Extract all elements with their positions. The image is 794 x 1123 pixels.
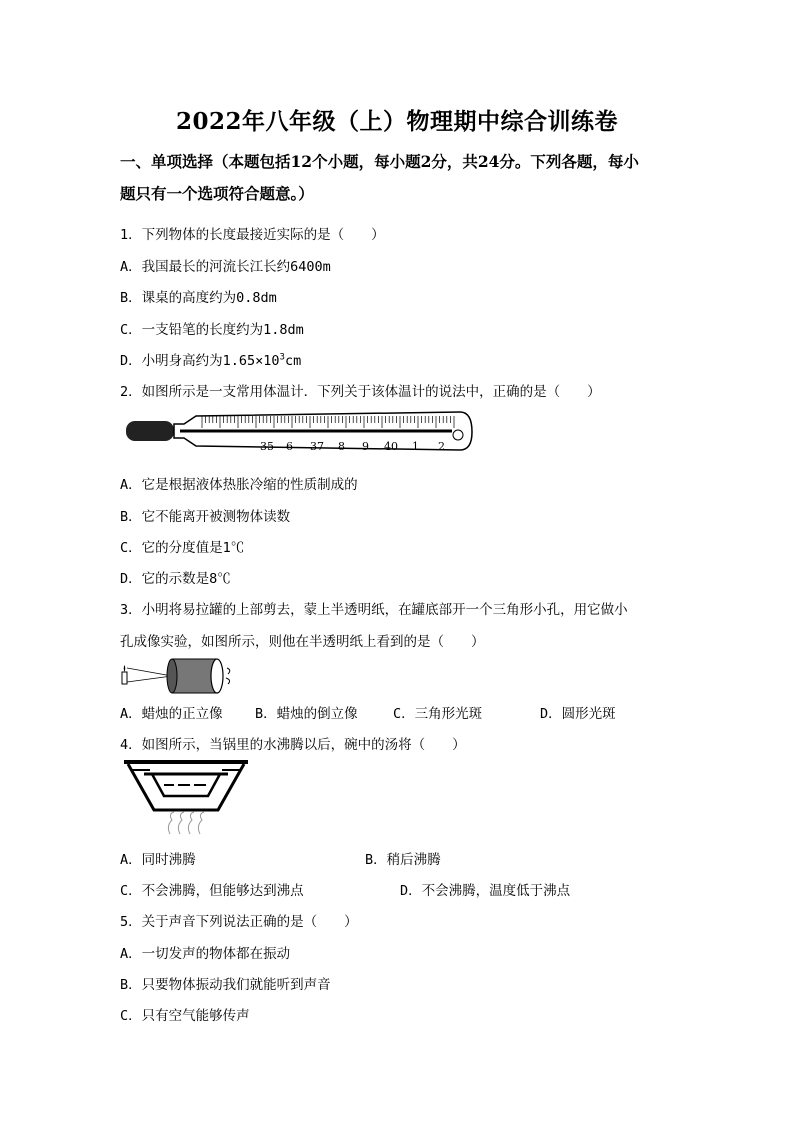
thermometer-figure <box>120 408 475 454</box>
candle-flame-icon <box>124 665 126 672</box>
q2-stem: 2．如图所示是一支常用体温计．下列关于该体温计的说法中，正确的是（ ） <box>120 384 601 400</box>
q5-option-c: C．只有空气能够传声 <box>120 1008 250 1024</box>
can-bottom <box>167 659 177 693</box>
q1-option-d-exponent: 3 <box>279 352 285 363</box>
q4-option-a: A．同时沸腾 <box>120 852 196 868</box>
q3-option-c: C．三角形光斑 <box>393 706 483 722</box>
q5-option-b: B．只要物体振动我们就能听到声音 <box>120 977 331 993</box>
thermometer-label-37: 37 <box>310 440 324 453</box>
thermometer-label-2: 2 <box>438 440 445 453</box>
q4-option-b: B．稍后沸腾 <box>365 852 441 868</box>
section-heading <box>120 146 690 210</box>
q2-option-c: C．它的分度值是1℃ <box>120 540 245 556</box>
q3-option-a: A．蜡烛的正立像 <box>120 706 223 722</box>
q2-option-d: D．它的示数是8℃ <box>120 571 231 587</box>
translucent-paper <box>211 659 223 693</box>
q1-option-d-suffix: cm <box>284 353 302 369</box>
candle-icon <box>122 672 127 684</box>
thermometer-label-6: 6 <box>286 440 293 453</box>
q3-stem-line-2: 孔成像实验，如图所示，则他在半透明纸上看到的是（ ） <box>120 634 485 650</box>
thermometer-label-35: 35 <box>260 440 274 453</box>
q4-option-d: D．不会沸腾，温度低于沸点 <box>400 883 571 899</box>
can-body <box>172 659 217 693</box>
q1-option-a: A．我国最长的河流长江长约6400m <box>120 259 331 275</box>
q4-stem: 4．如图所示，当锅里的水沸腾以后，碗中的汤将（ ） <box>120 737 466 753</box>
q3-option-d: D．圆形光斑 <box>540 706 616 722</box>
q3-option-b: B．蜡烛的倒立像 <box>255 706 358 722</box>
q4-option-c: C．不会沸腾，但能够达到沸点 <box>120 883 304 899</box>
q3-stem-line-1: 3．小明将易拉罐的上部剪去，蒙上半透明纸，在罐底部开一个三角形小孔，用它做小 <box>120 602 628 618</box>
q1-option-c: C．一支铅笔的长度约为1.8dm <box>120 322 304 338</box>
page-title: 2022年八年级（上）物理期中综合训练卷 <box>175 108 618 135</box>
flame-icon <box>168 812 204 834</box>
thermometer-label-1: 1 <box>412 440 419 453</box>
thermometer-bulb <box>126 421 174 441</box>
section-heading-line-1: 一、单项选择（本题包括12个小题，每小题2分，共24分。下列各题，每小 <box>120 152 639 171</box>
q1-option-d <box>120 349 301 369</box>
q1-option-b: B．课桌的高度约为0.8dm <box>120 290 277 306</box>
section-heading-line-2: 题只有一个选项符合题意。） <box>120 184 314 203</box>
thermometer-label-9: 9 <box>362 440 369 453</box>
q2-option-a: A．它是根据液体热胀冷缩的性质制成的 <box>120 477 358 493</box>
q1-stem: 1．下列物体的长度最接近实际的是（ ） <box>120 227 385 243</box>
thermometer-label-8: 8 <box>338 440 345 453</box>
q1-option-d-prefix: D．小明身高约为1.65×10 <box>120 353 280 369</box>
pot-and-bowl-figure <box>120 758 252 836</box>
q5-option-a: A．一切发声的物体都在振动 <box>120 946 291 962</box>
eye-icon <box>226 668 230 684</box>
pinhole-camera-figure <box>120 656 235 696</box>
thermometer-label-40: 40 <box>384 440 398 453</box>
q5-stem: 5．关于声音下列说法正确的是（ ） <box>120 914 358 930</box>
light-ray-lower <box>127 676 172 682</box>
q2-option-b: B．它不能离开被测物体读数 <box>120 509 291 525</box>
light-ray-upper <box>127 668 172 676</box>
